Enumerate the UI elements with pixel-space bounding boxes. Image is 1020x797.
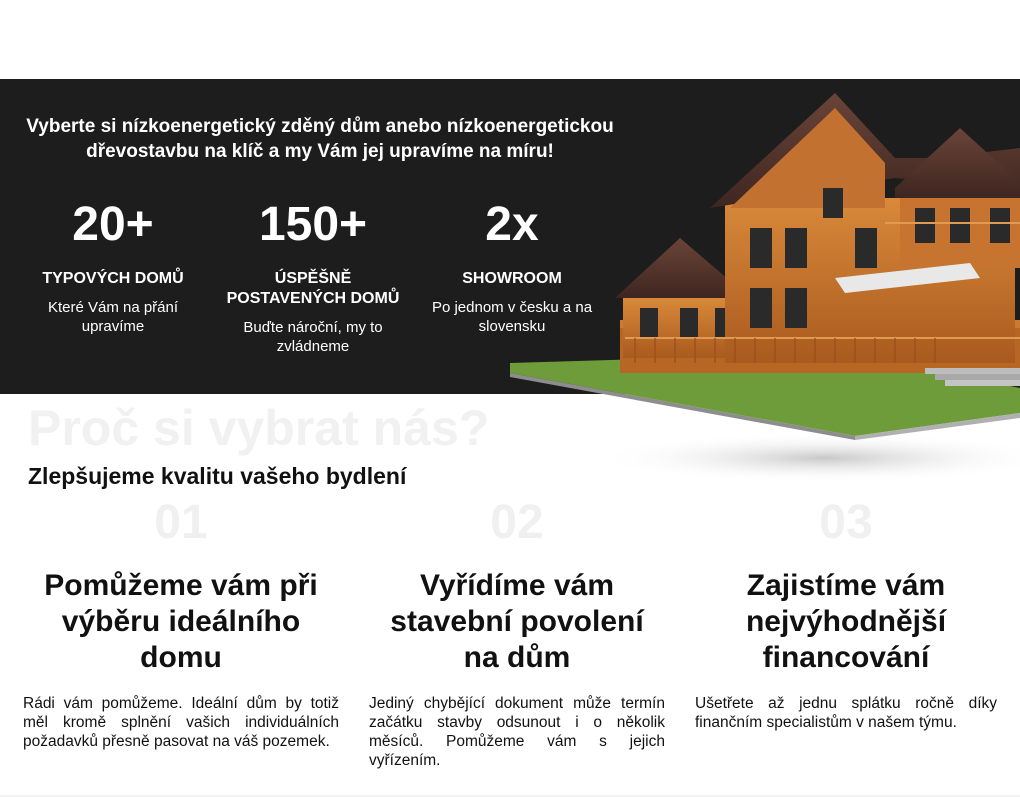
stat-description: Které Vám na přání upravíme (47, 299, 179, 335)
stat-title: TYPOVÝCH DOMŮ (42, 270, 184, 287)
benefit-text: Ušetřete až jednu splátku ročně díky finančním specialistům v našem týmu. (695, 695, 997, 731)
top-header (0, 0, 1020, 79)
benefit-column (695, 497, 997, 732)
section-heading: Proč si vybrat nás? (28, 400, 490, 456)
stat-number: 150+ (258, 198, 368, 251)
benefit-title: Vyřídíme vám stavební povolení na dům (390, 569, 644, 674)
stat-title: SHOWROOM (462, 270, 562, 287)
stat-title: ÚSPĚŠNĚ POSTAVENÝCH DOMŮ (226, 270, 400, 307)
stat-postavene-domy (218, 197, 408, 356)
hero-title: Vyberte si nízkoenergetický zděný dům anebo nízkoenergetickou dřevostavbu na klíč a my Vám jej upravíme na míru! (26, 116, 614, 162)
benefit-column (23, 497, 339, 751)
benefit-title: Zajistíme vám nejvýhodnější financování (745, 569, 947, 674)
benefit-number: 03 (819, 496, 873, 549)
benefit-title: Pomůžeme vám při výběru ideálního domu (44, 569, 318, 674)
stat-number: 2x (485, 198, 539, 251)
benefit-text: Rádi vám pomůžeme. Ideální dům by totiž měl kromě splnění vašich individuálních požadavků přesně pasovat na váš pozemek. (23, 695, 339, 750)
section-subheading: Zlepšujeme kvalitu vašeho bydlení (28, 463, 407, 489)
stat-number: 20+ (72, 198, 154, 251)
benefit-number: 01 (154, 496, 208, 549)
wooden-house-illustration (505, 88, 1020, 488)
benefit-number: 02 (490, 496, 544, 549)
benefit-text: Jediný chybějící dokument může termín začátku stavby odsunout i o několik měsíců. Pomůžeme vám s jejich vyřízením. (369, 695, 665, 769)
stat-description: Buďte nároční, my to zvládneme (243, 319, 383, 355)
stat-typove-domy (18, 197, 208, 336)
stat-description: Po jednom v česku a na slovensku (431, 299, 593, 335)
benefit-column (369, 497, 665, 770)
